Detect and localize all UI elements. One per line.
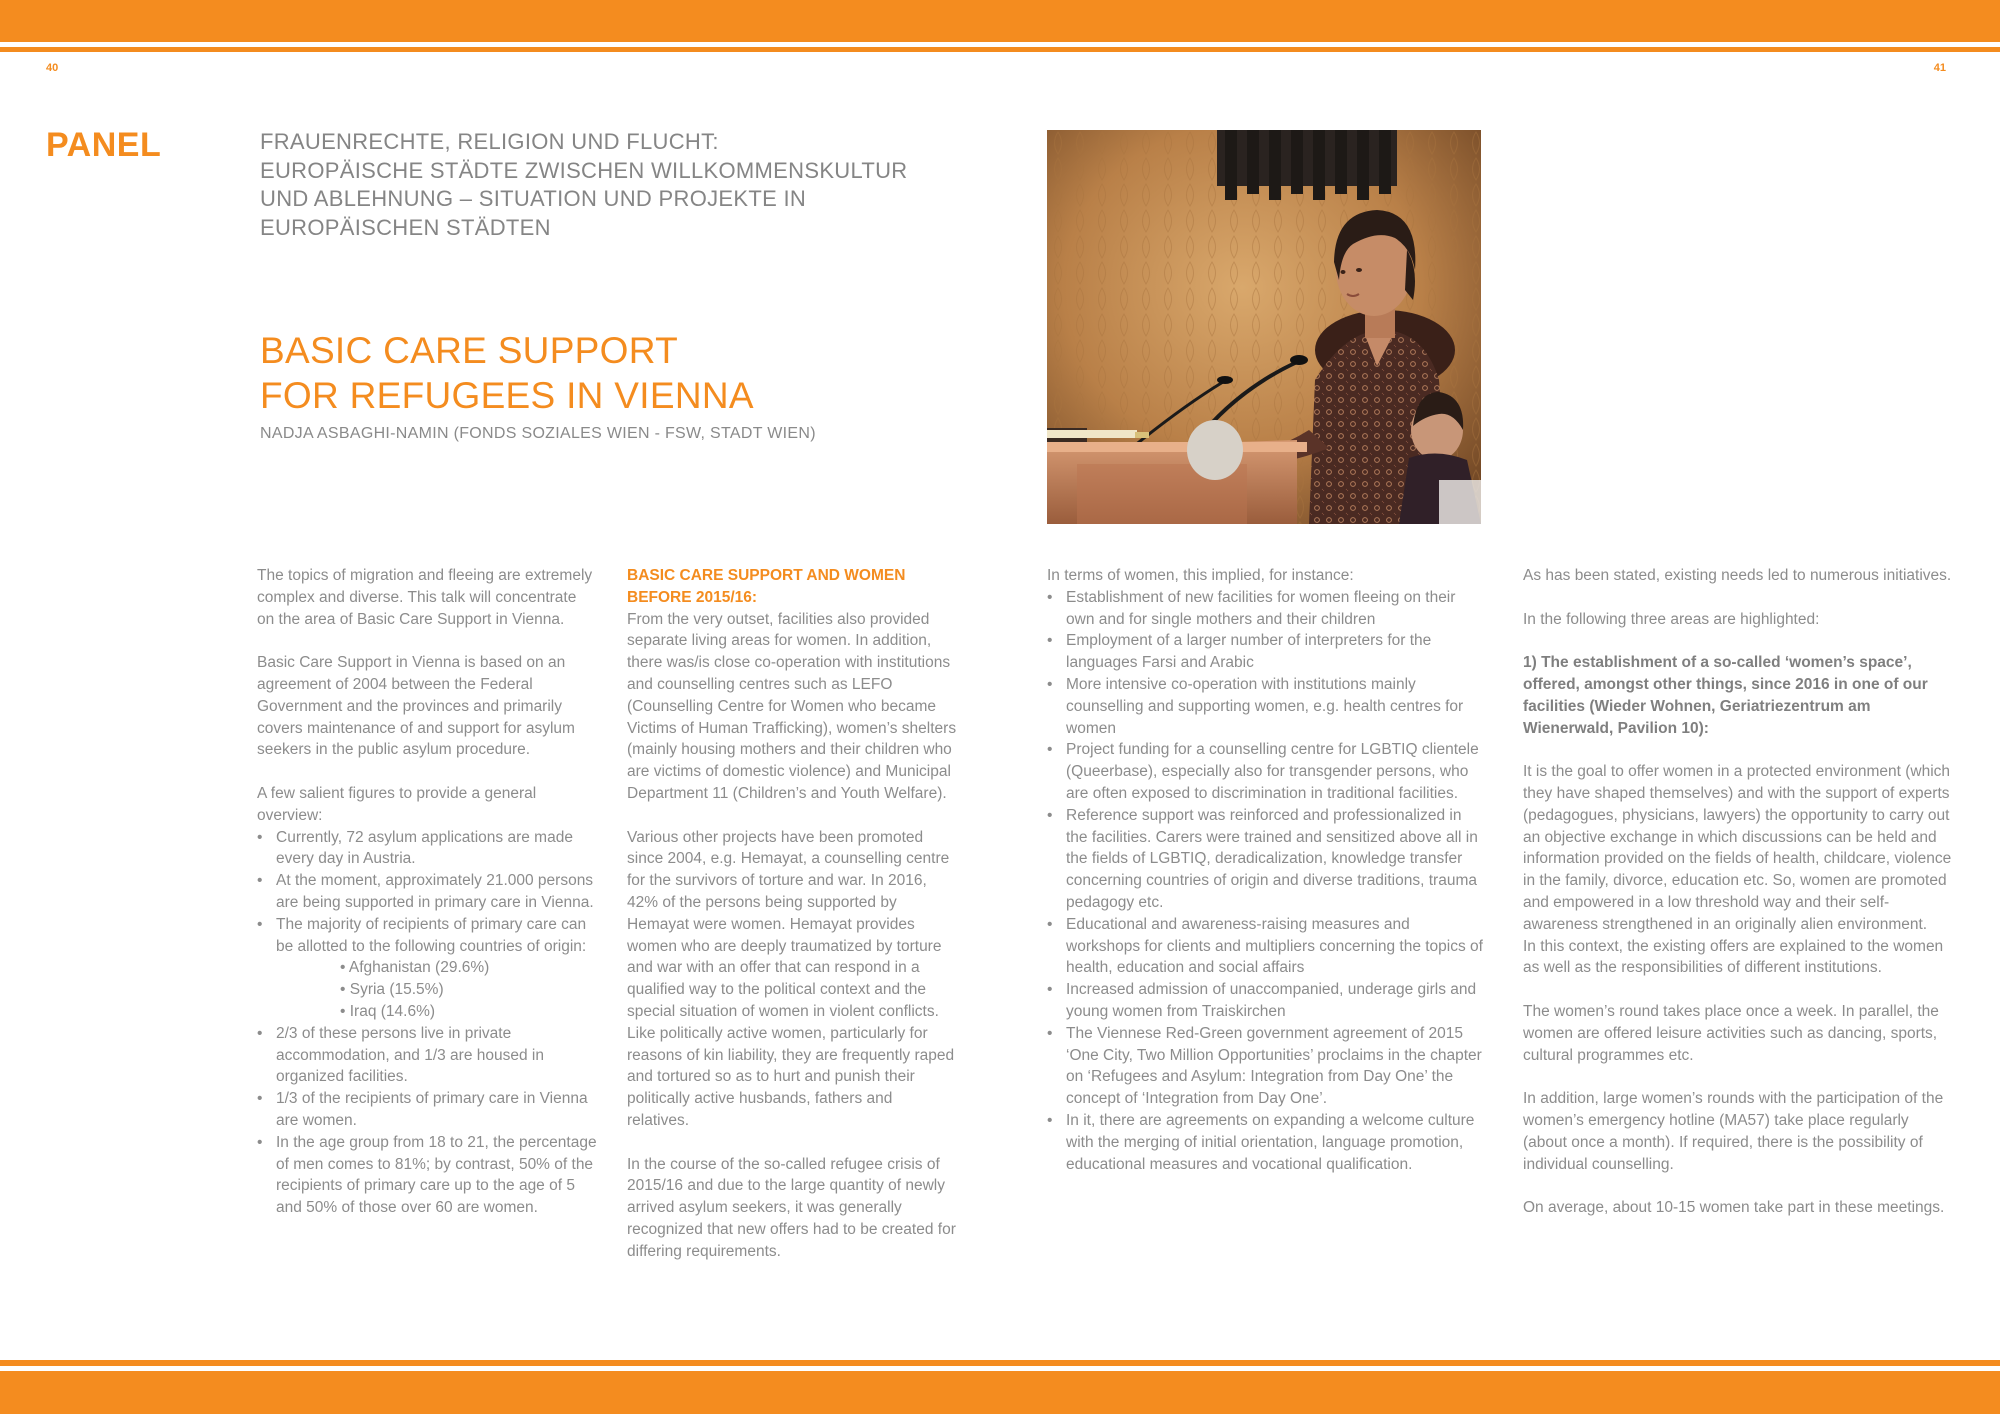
paragraph-spacer [1523, 1175, 1953, 1197]
panel-title-line: UND ABLEHNUNG – SITUATION UND PROJEKTE IN [260, 186, 807, 211]
paragraph: Various other projects have been promoted since 2004, e.g. Hemayat, a counselling centre for the survivors of torture and war. In 2016, 42% of the persons being supported by Hemayat were women. Hemayat provides women who are deeply traumatized by torture and war with an offer that can respond in a qualified way to the political context and the special situation of women in violent conflicts. Like politically active women, particularly for reasons of kin liability, they are frequently raped and tortured so as to hurt and punish their politically active husbands, fathers and relatives. [627, 828, 955, 1129]
paragraph-spacer [257, 761, 597, 783]
paragraph: A few salient figures to provide a general overview: [257, 784, 537, 824]
text-column-3 [1047, 565, 1487, 1175]
paragraph-spacer [1523, 979, 1953, 1001]
bullet-item: • 2/3 of these persons live in private accommodation, and 1/3 are housed in organized facilities. [257, 1023, 597, 1088]
panel-title-line: EUROPÄISCHE STÄDTE ZWISCHEN WILLKOMMENSKULTUR [260, 157, 908, 183]
page-number-left: 40 [46, 62, 59, 74]
bullet-item: • Increased admission of unaccompanied, underage girls and young women from Traiskirchen [1047, 979, 1487, 1023]
bullet-item: • 1/3 of the recipients of primary care in Vienna are women. [257, 1088, 597, 1132]
bullet-item: • More intensive co-operation with institutions mainly counselling and supporting women, e.g. health centres for women [1047, 674, 1487, 739]
paragraph: As has been stated, existing needs led to numerous initiatives. [1523, 567, 1952, 584]
speaker-photo [1047, 130, 1481, 524]
paragraph-spacer [1523, 587, 1953, 609]
bullet-item: • The Viennese Red-Green government agreement of 2015 ‘One City, Two Million Opportunities’ proclaims in the chapter on ‘Refugees and Asylum: Integration from Day One’ the concept of ‘Integration from Day One’. [1047, 1023, 1487, 1110]
bullet-item: • Project funding for a counselling centre for LGBTIQ clientele (Queerbase), especially also for transgender persons, who are often exposed to discrimination in traditional facilities. [1047, 739, 1487, 804]
paragraph-spacer [627, 1132, 957, 1154]
highlight-heading: 1) The establishment of a so-called ‘women’s space’, offered, amongst other things, since 2016 in one of our facilities (Wieder Wohnen, Geriatriezentrum am Wienerwald, Pavilion 10): [1523, 654, 1928, 737]
paragraph: In the following three areas are highlighted: [1523, 610, 1820, 628]
top-orange-band [0, 0, 2000, 42]
bullet-list [257, 827, 597, 1219]
paragraph-spacer [1523, 739, 1953, 761]
talk-title-line: FOR REFUGEES IN VIENNA [260, 375, 754, 416]
bullet-item: • At the moment, approximately 21.000 persons are being supported in primary care in Vienna. [257, 870, 597, 914]
section-subheading: BASIC CARE SUPPORT AND WOMEN BEFORE 2015/16: [627, 567, 906, 606]
text-column-2 [627, 565, 957, 1263]
paragraph: The women’s round takes place once a week. In parallel, the women are offered leisure activities such as dancing, sports, cultural programmes etc. [1523, 1002, 1939, 1064]
top-orange-rule [0, 47, 2000, 52]
panel-title-line: EUROPÄISCHEN STÄDTEN [260, 214, 551, 240]
bullet-item: • The majority of recipients of primary care can be allotted to the following countries of origin: [257, 914, 597, 958]
bullet-item: • Employment of a larger number of interpreters for the languages Farsi and Arabic [1047, 630, 1487, 674]
speaker-name: NADJA ASBAGHI-NAMIN (FONDS SOZIALES WIEN - FSW, STADT WIEN) [260, 425, 816, 442]
paragraph-spacer [627, 805, 957, 827]
text-column-1 [257, 565, 597, 1219]
bullet-item: • Establishment of new facilities for women fleeing on their own and for single mothers and their children [1047, 587, 1487, 631]
bullet-item: • In it, there are agreements on expanding a welcome culture with the merging of initial orientation, language promotion, educational measures and vocational qualification. [1047, 1110, 1487, 1175]
bullet-item: • Currently, 72 asylum applications are made every day in Austria. [257, 827, 597, 871]
bullet-item: • Reference support was reinforced and professionalized in the facilities. Carers were trained and sensitized above all in the fields of LGBTIQ, deradicalization, knowledge transfer concerning countries of origin and diverse traditions, trauma pedagogy etc. [1047, 805, 1487, 914]
panel-label: PANEL [46, 126, 162, 164]
paragraph-spacer [257, 630, 597, 652]
paragraph-spacer [1523, 1066, 1953, 1088]
paragraph: From the very outset, facilities also provided separate living areas for women. In addition, there was/is close co-operation with institutions and counselling centres such as LEFO (Counselling Centre for Women who became Victims of Human Trafficking), women’s shelters (mainly housing mothers and their children who are victims of domestic violence) and Municipal Department 11 (Children’s and Youth Welfare). [627, 610, 957, 802]
talk-title [260, 328, 980, 418]
paragraph: In this context, the existing offers are explained to the women as well as the responsibilities of different institutions. [1523, 937, 1944, 977]
country-item: • Syria (15.5%) [340, 981, 444, 999]
panel-title-line: FRAUENRECHTE, RELIGION UND FLUCHT: [260, 129, 719, 154]
panel-title [260, 128, 980, 242]
country-item: • Afghanistan (29.6%) [340, 959, 490, 977]
bullet-item: • In the age group from 18 to 21, the percentage of men comes to 81%; by contrast, 50% of the recipients of primary care up to the age of 5 and 50% of those over 60 are women. [257, 1132, 597, 1219]
paragraph: On average, about 10-15 women take part in these meetings. [1523, 1199, 1945, 1217]
bottom-orange-band [0, 1371, 2000, 1414]
paragraph: It is the goal to offer women in a protected environment (which they have shaped themselves) and with the support of experts (pedagogues, physicians, lawyers) the opportunity to carry out an objective exchange in which discussions can be held and information provided on the fields of health, childcare, violence in the family, divorce, education etc. So, women are promoted and empowered in a low threshold way and their self-awareness strengthened in an originally alien environment. [1523, 763, 1952, 933]
text-column-4 [1523, 565, 1953, 1219]
paragraph: In addition, large women’s rounds with the participation of the women’s emergency hotline (MA57) take place regularly (about once a month). If required, there is the possibility of individual counselling. [1523, 1090, 1944, 1173]
country-item: • Iraq (14.6%) [340, 1002, 436, 1020]
speaker-photo-illustration [1047, 130, 1481, 524]
bullet-list [1047, 587, 1487, 1176]
page-number-right: 41 [1933, 62, 1946, 74]
paragraph: In the course of the so-called refugee crisis of 2015/16 and due to the large quantity of newly arrived asylum seekers, it was generally recognized that new offers had to be created for differing requirements. [627, 1155, 956, 1260]
paragraph-spacer [1523, 630, 1953, 652]
paragraph: Basic Care Support in Vienna is based on an agreement of 2004 between the Federal Government and the provinces and primarily covers maintenance of and support for asylum seekers in the public asylum procedure. [257, 654, 575, 759]
talk-title-line: BASIC CARE SUPPORT [260, 330, 678, 371]
paragraph: The topics of migration and fleeing are extremely complex and diverse. This talk will concentrate on the area of Basic Care Support in Vienna. [257, 567, 593, 628]
paragraph: In terms of women, this implied, for instance: [1047, 567, 1354, 584]
bullet-item: • Educational and awareness-raising measures and workshops for clients and multipliers concerning the topics of health, education and social affairs [1047, 914, 1487, 979]
